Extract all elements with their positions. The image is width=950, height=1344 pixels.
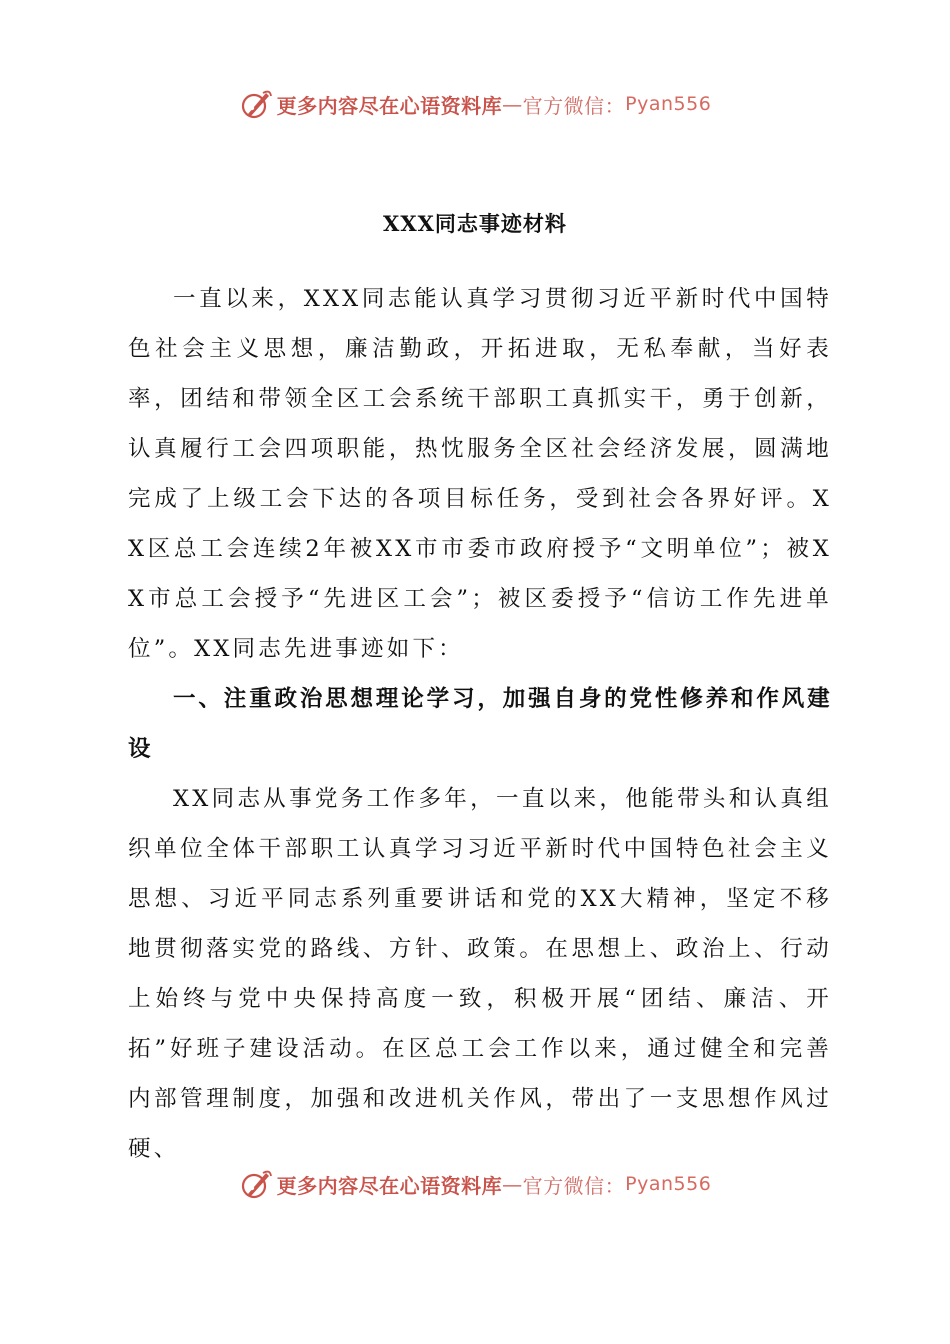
footer-watermark [0, 1162, 950, 1206]
watermark-main-text: 更多内容尽在心语资料库 [276, 93, 503, 118]
header-watermark [0, 82, 950, 126]
watermark-separator: — [502, 1172, 523, 1196]
watermark-wechat-id: Pyan556 [625, 93, 712, 115]
watermark-main-text: 更多内容尽在心语资料库 [276, 1173, 503, 1198]
intro-paragraph: 一直以来，XXX同志能认真学习贯彻习近平新时代中国特色社会主义思想，廉洁勤政，开拓进取，无私奉献，当好表率，团结和带领全区工会系统干部职工真抓实干，勇于创新，认真履行工会四项职能，热忱服务全区社会经济发展，圆满地完成了上级工会下达的各项目标任务，受到社会各界好评。XX区总工会连续2年被XX市市委市政府授予“文明单位”；被XX市总工会授予“先进区工会”；被区委授予“信访工作先进单位”。XX同志先进事迹如下： [128, 286, 832, 662]
watermark-label: 官方微信： [522, 93, 626, 118]
watermark-separator: — [502, 92, 523, 116]
document-body [128, 274, 832, 1174]
section-1-paragraph: XX同志从事党务工作多年，一直以来，他能带头和认真组织单位全体干部职工认真学习习近平新时代中国特色社会主义思想、习近平同志系列重要讲话和党的XX大精神，坚定不移地贯彻落实党的路线、方针、政策。在思想上、政治上、行动上始终与党中央保持高度一致，积极开展“团结、廉洁、开拓”好班子建设活动。在区总工会工作以来，通过健全和完善内部管理制度，加强和改进机关作风，带出了一支思想作风过硬、 [128, 786, 832, 1162]
section-1-heading: 一、注重政治思想理论学习，加强自身的党性修养和作风建设 [128, 686, 832, 762]
quill-logo-icon [239, 1167, 273, 1201]
quill-logo-icon [239, 87, 273, 121]
document-title: XXX同志事迹材料 [383, 211, 567, 236]
watermark-label: 官方微信： [522, 1173, 626, 1198]
watermark-wechat-id: Pyan556 [625, 1173, 712, 1195]
